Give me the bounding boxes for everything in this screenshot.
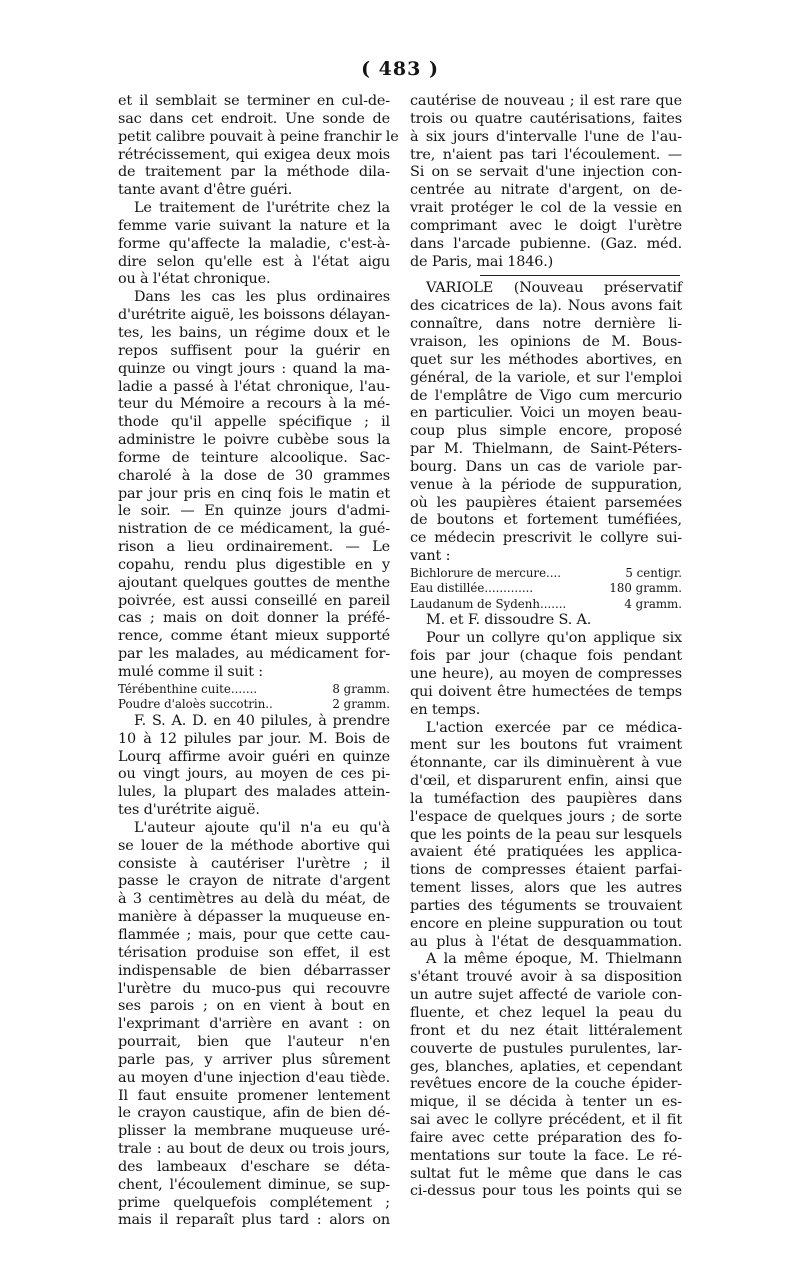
text-line: comprimant avec le doigt l'urètre	[410, 217, 682, 234]
text-line: plisser la membrane muqueuse uré-	[118, 1123, 390, 1140]
recipe-dose: 180 gramm.	[609, 581, 682, 596]
text-line: ment sur les boutons fut vraiment	[410, 737, 682, 754]
text-line: fluente, et chez lequel la peau du	[410, 1005, 682, 1021]
text-line: 10 à 12 pilules par jour. M. Bois de	[118, 730, 390, 747]
text-line: vrait protéger le col de la vessie en	[410, 200, 682, 217]
text-line: d'urétrite aiguë, les boissons délayan-	[118, 307, 390, 324]
text-line: tes, les bains, un régime doux et le	[118, 324, 390, 341]
text-line: sac dans cet endroit. Une sonde de	[118, 110, 390, 127]
text-line: consiste à cautériser l'urètre ; il	[118, 855, 390, 872]
recipe-ingredient: Poudre d'aloès succotrin..	[118, 697, 273, 712]
text-line: teur du Mémoire a recours à la mé-	[118, 396, 390, 413]
text-line: cautérise de nouveau ; il est rare que	[410, 93, 682, 109]
text-line: quinze ou vingt jours : quand la ma-	[118, 360, 390, 377]
text-line: forme de teinture alcoolique. Sac-	[118, 449, 390, 466]
text-line: Dans les cas les plus ordinaires	[134, 289, 390, 306]
text-line: front et du nez était littéralement	[410, 1022, 682, 1039]
text-line: ges, blanches, aplaties, et cependant	[410, 1058, 682, 1075]
text-line: avaient été pratiquées les applica-	[410, 844, 682, 861]
text-line: ladie a passé à l'état chronique, l'au-	[118, 378, 390, 395]
text-line: ses parois ; on en vient à bout en	[118, 998, 390, 1015]
text-line: tre, n'aient pas tari l'écoulement. —	[410, 146, 682, 163]
recipe-ingredient: Laudanum de Sydenh.......	[410, 596, 567, 611]
text-line: Il faut ensuite promener lentement	[118, 1087, 390, 1104]
text-line: de boutons et fortement tuméfiées,	[410, 512, 682, 529]
text-line: s'étant trouvé avoir à sa disposition	[410, 969, 682, 986]
page-number: ( 483 )	[361, 58, 439, 80]
text-line: sultat fut le même que dans le cas	[410, 1165, 682, 1182]
text-line: étonnante, car ils diminuèrent à vue	[410, 755, 682, 772]
text-line: mentations sur toute la face. Le ré-	[410, 1147, 682, 1164]
text-line: par M. Thielmann, de Saint-Péters-	[410, 441, 682, 458]
text-line: en temps.	[410, 701, 481, 718]
text-line: passe le crayon de nitrate d'argent	[118, 873, 390, 890]
text-line: revêtues encore de la couche épider-	[410, 1076, 682, 1093]
text-line: thode qu'il appelle spécifique ; il	[118, 414, 390, 431]
text-line: chent, l'écoulement diminue, se sup-	[118, 1176, 390, 1193]
recipe-line	[410, 597, 682, 613]
text-line: venue à la période de suppuration,	[410, 476, 682, 493]
text-line: une heure), au moyen de compresses	[410, 665, 682, 682]
text-line: trale : au bout de deux ou trois jours,	[118, 1141, 390, 1158]
text-line: que les points de la peau sur lesquels	[410, 826, 682, 843]
text-line: coup plus simple encore, proposé	[410, 423, 682, 440]
text-line: d'œil, et disparurent enfin, ainsi que	[410, 773, 682, 790]
text-line: et il semblait se terminer en cul-de-	[118, 93, 390, 109]
text-line: mulé comme il suit :	[118, 664, 263, 680]
text-line: encore en pleine suppuration ou tout	[410, 915, 682, 932]
text-line: nistration de ce médicament, la gué-	[118, 521, 390, 538]
text-line: ou à l'état chronique.	[118, 271, 271, 288]
text-line: L'action exercée par ce médica-	[426, 719, 682, 736]
text-line: en particulier. Voici un moyen beau-	[410, 405, 682, 422]
text-line: rence, comme étant mieux supporté	[118, 628, 390, 645]
text-line: dans l'arcade pubienne. (Gaz. méd.	[410, 235, 682, 252]
text-line: pourrait, bien que l'auteur n'en	[118, 1034, 390, 1051]
text-line: forme qu'affecte la maladie, c'est-à-	[118, 235, 390, 252]
text-line: ajoutant quelques gouttes de menthe	[118, 574, 390, 591]
text-line: tante avant d'être guéri.	[118, 182, 293, 199]
text-line: rétrécissement, qui exigea deux mois	[118, 146, 390, 163]
text-line: flammée ; mais, pour que cette cau-	[118, 926, 390, 943]
recipe-dose: 8 gramm.	[332, 681, 390, 696]
text-line: F. S. A. D. en 40 pilules, à prendre	[134, 712, 390, 729]
text-line: copahu, rendu plus digestible en y	[118, 556, 390, 573]
text-line: l'urètre du muco-pus qui recouvre	[118, 980, 390, 997]
text-line: ce médecin prescrivit le collyre sui-	[410, 530, 682, 547]
recipe-dose: 5 centigr.	[625, 565, 682, 580]
text-line: centrée au nitrate d'argent, on de-	[410, 182, 682, 199]
section-divider	[480, 275, 680, 276]
text-line: tement lisses, alors que les autres	[410, 880, 682, 897]
recipe-ingredient: Bichlorure de mercure....	[410, 565, 562, 580]
text-line: la tuméfaction des paupières dans	[410, 790, 682, 807]
recipe-line	[118, 697, 390, 713]
text-line: mique, il se décida à tenter un es-	[410, 1094, 682, 1111]
text-line: cas ; mais on doit donner la préfé-	[118, 610, 390, 627]
text-line: le soir. — En quinze jours d'admi-	[118, 503, 390, 520]
text-line: des lambeaux d'eschare se déta-	[118, 1158, 390, 1175]
text-line: vraison, les opinions de M. Bous-	[410, 333, 682, 350]
right-column	[410, 93, 682, 1201]
text-line: faire avec cette préparation des fo-	[410, 1129, 682, 1146]
text-line: A la même époque, M. Thielmann	[426, 951, 682, 968]
text-line: administre le poivre cubèbe sous la	[118, 432, 390, 449]
text-line: lules, la plupart des malades attein-	[118, 784, 390, 801]
text-line: manière à dépasser la muqueuse en-	[118, 909, 390, 926]
text-line: Lourq affirme avoir guéri en quinze	[118, 748, 390, 765]
text-line: repos suffisent pour la guérir en	[118, 342, 390, 359]
text-line: de Paris, mai 1846.)	[410, 253, 554, 270]
recipe-dose: 2 gramm.	[332, 697, 390, 712]
text-line: par les malades, au médicament for-	[118, 646, 390, 663]
text-line: Pour un collyre qu'on applique six	[426, 630, 682, 647]
text-line: au moyen d'une injection d'eau tiède.	[118, 1069, 390, 1086]
text-line: l'exprimant d'arrière en avant : on	[118, 1016, 390, 1033]
text-line: le crayon caustique, afin de bien dé-	[118, 1105, 390, 1122]
text-line: vant :	[410, 548, 451, 565]
text-line: général, de la variole, et sur l'emploi	[410, 369, 682, 386]
text-line: L'auteur ajoute qu'il n'a eu qu'à	[134, 819, 390, 836]
text-line: l'espace de quelques jours ; de sorte	[410, 808, 682, 825]
left-column	[118, 93, 399, 1230]
text-line: à six jours d'intervalle l'une de l'au-	[410, 128, 682, 145]
text-line: dire selon qu'elle est à l'état aigu	[118, 253, 390, 270]
text-line: indispensable de bien débarrasser	[118, 962, 390, 979]
text-line: femme varie suivant la nature et la	[118, 217, 390, 234]
text-line: qui doivent être humectées de temps	[410, 683, 682, 700]
recipe-dose: 4 gramm.	[624, 596, 682, 611]
text-line: à 3 centimètres au delà du méat, de	[118, 891, 390, 908]
text-line: fois par jour (chaque fois pendant	[410, 648, 682, 665]
text-line: parties des téguments se trouvaient	[410, 897, 682, 914]
text-line: tions de compresses étaient parfai-	[410, 862, 682, 879]
recipe-line	[410, 581, 682, 597]
text-line: poivrée, est aussi conseillé en pareil	[118, 592, 390, 609]
text-line: ci-dessus pour tous les points qui se	[410, 1183, 682, 1200]
text-line: Si on se servait d'une injection con-	[410, 164, 682, 181]
text-line: se louer de la méthode abortive qui	[118, 837, 390, 854]
text-line: Le traitement de l'urétrite chez la	[134, 200, 390, 217]
text-line: charolé à la dose de 30 grammes	[118, 467, 390, 484]
text-line: petit calibre pouvait à peine franchir le	[118, 128, 399, 145]
text-line: VARIOLE (Nouveau préservatif	[426, 280, 682, 297]
text-line: trois ou quatre cautérisations, faites	[410, 110, 682, 127]
text-line: rison a lieu ordinairement. — Le	[118, 539, 390, 556]
text-line: quet sur les méthodes abortives, en	[410, 351, 682, 368]
text-line: couverte de pustules purulentes, lar-	[410, 1040, 682, 1057]
recipe-ingredient: Térébenthine cuite.......	[118, 681, 258, 696]
text-line: un autre sujet affecté de variole con-	[410, 987, 682, 1004]
text-line: prime quelquefois complétement ;	[118, 1194, 390, 1211]
text-line: connaître, dans notre dernière li-	[410, 316, 682, 333]
text-line: térisation produise son effet, il est	[118, 944, 390, 961]
text-line: parle pas, y arriver plus sûrement	[118, 1051, 390, 1068]
text-line: bourg. Dans un cas de variole par-	[410, 458, 682, 475]
text-line: tes d'urétrite aiguë.	[118, 802, 260, 819]
recipe-line	[410, 566, 682, 582]
text-line: sai avec le collyre précédent, et il fit	[410, 1112, 682, 1129]
text-line: de l'emplâtre de Vigo cum mercurio	[410, 387, 682, 404]
text-line: M. et F. dissoudre S. A.	[426, 612, 592, 629]
text-line: au plus à l'état de desquammation.	[410, 933, 682, 950]
text-line: de traitement par la méthode dila-	[118, 164, 390, 181]
text-line: où les paupières étaient parsemées	[410, 494, 682, 511]
text-line: par jour pris en cinq fois le matin et	[118, 485, 390, 502]
recipe-line	[118, 682, 390, 698]
text-line: des cicatrices de la). Nous avons fait	[410, 298, 682, 315]
text-line: mais il reparaît plus tard : alors on	[118, 1212, 390, 1229]
text-line: ou vingt jours, au moyen de ces pi-	[118, 766, 390, 783]
recipe-ingredient: Eau distillée.............	[410, 581, 534, 596]
